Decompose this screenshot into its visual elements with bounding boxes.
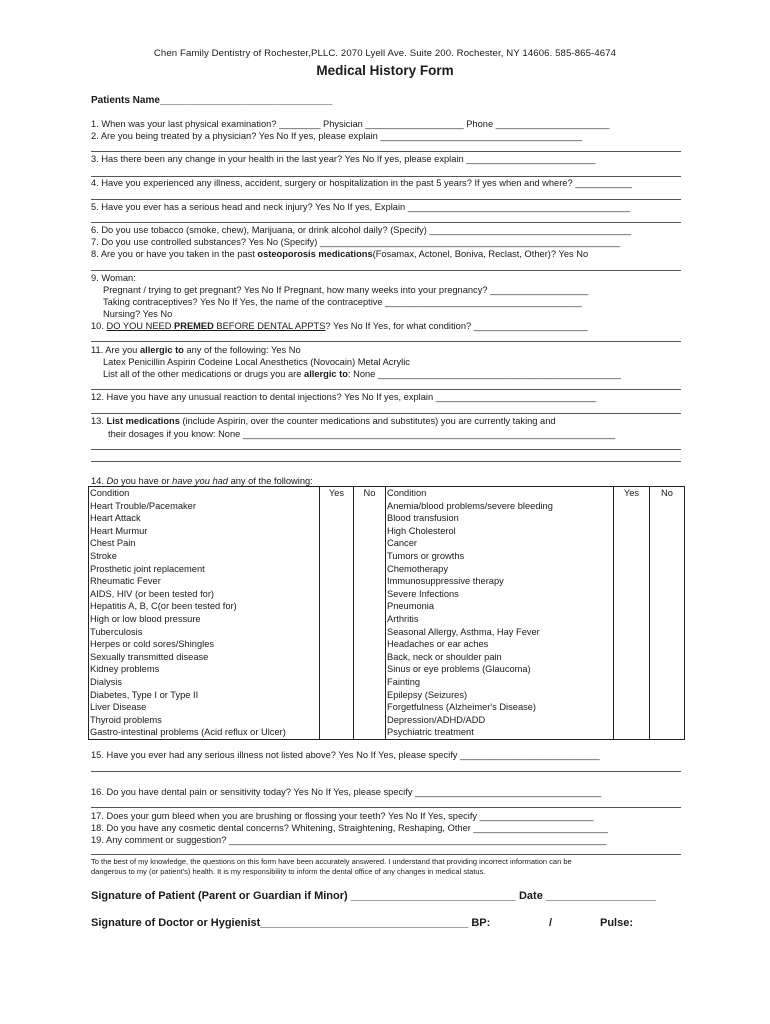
question-4[interactable]: 4. Have you experienced any illness, accident, surgery or hospitalization in the past 5 years? If yes when and where? ___________ [91,178,633,188]
question-14-italic: Do [106,476,119,486]
condition-item: Back, neck or shoulder pain [387,651,502,662]
conditions-table [88,486,685,740]
question-15[interactable]: 15. Have you ever had any serious illness not listed above? Yes No If Yes, please specify ___________________________ [91,750,600,760]
yes-column-left[interactable] [320,487,354,740]
no-column-right[interactable] [650,487,685,740]
no-column-left[interactable] [354,487,386,740]
condition-item: Heart Trouble/Pacemaker [90,500,196,511]
answer-line [91,151,681,152]
no-header: No [661,488,673,498]
medications-field[interactable]: their dosages if you know: None ________________________________________________________________________ [108,429,616,439]
question-9: 9. Woman: [91,273,136,283]
answer-line [91,270,681,271]
condition-list-left [90,500,318,739]
question-8[interactable] [91,248,588,260]
question-10-underlined [107,321,326,331]
question-14-italic-2: have you had [172,476,228,486]
condition-column-left [89,487,320,740]
condition-item: Severe Infections [387,588,459,599]
question-10-options: ? Yes No If Yes, for what condition? ______________________ [325,321,588,331]
answer-line [91,854,681,855]
question-18[interactable]: 18. Do you have any cosmetic dental concerns? Whitening, Straightening, Reshaping, Other __________________________ [91,823,608,833]
condition-item: Immunosuppressive therapy [387,576,504,587]
question-9-contraceptives[interactable]: Taking contraceptives? Yes No If Yes, the name of the contraceptive ______________________________________ [103,297,582,307]
question-8-text: 8. Are you or have you taken in the past [91,249,258,259]
condition-item: Sexually transmitted disease [90,651,209,662]
question-12[interactable]: 12. Have you have any unusual reaction to dental injections? Yes No If yes, explain _______________________________ [91,392,597,402]
condition-item: Gastro-intestinal problems (Acid reflux or Ulcer) [90,727,286,738]
no-header: No [363,488,376,498]
question-8-options: (Fosamax, Actonel, Boniva, Reclast, Other)? Yes No [372,249,589,259]
condition-item: Psychiatric treatment [387,727,474,738]
question-1[interactable]: 1. When was your last physical examination? ________ Physician ___________________ Phone ______________________ [91,119,610,129]
question-9-pregnant[interactable]: Pregnant / trying to get pregnant? Yes No If Pregnant, how many weeks into your pregnancy? ___________________ [103,285,589,295]
question-17[interactable]: 17. Does your gum bleed when you are brushing or flossing your teeth? Yes No If Yes, specify ______________________ [91,811,594,821]
condition-item: High Cholesterol [387,525,456,536]
answer-line [91,341,681,342]
question-13[interactable] [91,415,556,427]
condition-item: Blood transfusion [387,513,459,524]
condition-item: Headaches or ear aches [387,639,489,650]
condition-item: Hepatitis A, B, C(or been tested for) [90,601,237,612]
question-3[interactable]: 3. Has there been any change in your health in the last year? Yes No If yes, please explain _________________________ [91,154,596,164]
question-10-premed: PREMED [174,321,214,331]
condition-item: Epilepsy (Seizures) [387,689,468,700]
question-10-text: DO YOU NEED [106,321,175,331]
answer-line [91,199,681,200]
answer-line [91,771,681,772]
condition-item: Seasonal Allergy, Asthma, Hay Fever [387,626,540,637]
question-11[interactable] [91,344,301,356]
question-10-text-end: BEFORE DENTAL APPTS [213,321,326,331]
question-11-bold: allergic to [139,345,184,355]
question-11-options: any of the following: Yes No [183,345,301,355]
pulse-label[interactable]: Pulse: [600,917,634,929]
condition-item: Herpes or cold sores/Shingles [90,639,215,650]
question-6[interactable]: 6. Do you use tobacco (smoke, chew), Marijuana, or drink alcohol daily? (Specify) _______________________________________ [91,225,632,235]
condition-item: Tumors or growths [387,550,465,561]
condition-item: Anemia/blood problems/severe bleeding [387,500,553,511]
condition-item: High or low blood pressure [90,613,201,624]
condition-list-right [387,500,612,739]
condition-item: Diabetes, Type I or Type II [90,689,199,700]
condition-item: Chest Pain [90,538,136,549]
question-10-num: 10. [91,321,107,331]
question-10[interactable] [91,320,588,332]
condition-item: AIDS, HIV (or been tested for) [90,588,215,599]
practice-header: Chen Family Dentistry of Rochester,PLLC. 2070 Lyell Ave. Suite 200. Rochester, NY 14606. 585-865-4674 [153,48,617,59]
condition-header: Condition [90,488,130,498]
condition-item: Forgetfulness (Alzheimer's Disease) [387,702,537,713]
question-14-text-end: any of the following: [227,476,313,486]
condition-header: Condition [387,488,427,498]
condition-item: Liver Disease [90,702,147,713]
question-13-bold: List medications [106,416,180,426]
disclaimer-line-2: dangerous to my (or patient's) health. It is my responsibility to inform the dental office of any changes in medical status. [91,867,486,876]
question-14-num: 14. [91,476,107,486]
condition-item: Tuberculosis [90,626,143,637]
condition-item: Cancer [387,538,417,549]
question-19[interactable]: 19. Any comment or suggestion? _________________________________________________________________________ [91,835,607,845]
condition-item: Pneumonia [387,601,435,612]
condition-item: Sinus or eye problems (Glaucoma) [387,664,531,675]
question-5[interactable]: 5. Have you ever has a serious head and neck injury? Yes No If yes, Explain ___________________________________________ [91,202,631,212]
condition-item: Depression/ADHD/ADD [387,714,486,725]
disclaimer-line-1: To the best of my knowledge, the questions on this form have been accurately answered. I understand that providing incorrect information can be [91,857,572,866]
answer-line [91,807,681,808]
condition-item: Dialysis [90,676,123,687]
condition-item: Stroke [90,550,117,561]
condition-item: Heart Attack [90,513,141,524]
condition-item: Fainting [387,676,421,687]
question-14-text: you have or [118,476,173,486]
question-11-num: 11. Are you [91,345,140,355]
condition-item: Arthritis [387,613,419,624]
condition-item: Thyroid problems [90,714,162,725]
page-title: Medical History Form [316,63,454,78]
answer-line [91,222,681,223]
condition-item: Kidney problems [90,664,160,675]
question-13-text: (include Aspirin, over the counter medications and substitutes) you are currently taking and [179,416,556,426]
answer-line [91,449,681,450]
allergy-list[interactable]: Latex Penicillin Aspirin Codeine Local Anesthetics (Novocain) Metal Acrylic [103,357,410,367]
question-9-nursing[interactable]: Nursing? Yes No [103,309,173,319]
question-13-num: 13. [91,416,107,426]
yes-header: Yes [623,488,640,498]
condition-column-right [386,487,614,740]
other-allergies-text: List all of the other medications or drugs you are [103,369,305,379]
answer-line [91,389,681,390]
yes-header: Yes [328,488,345,498]
bp-slash: / [549,917,553,929]
question-7[interactable]: 7. Do you use controlled substances? Yes No (Specify) __________________________________________________________ [91,237,620,247]
yes-column-right[interactable] [614,487,650,740]
answer-line [91,413,681,414]
question-16[interactable]: 16. Do you have dental pain or sensitivity today? Yes No If Yes, please specify ____________________________________ [91,787,602,797]
condition-item: Prosthetic joint replacement [90,563,205,574]
question-8-bold: osteoporosis medications [257,249,373,259]
other-allergies-bold: allergic to [304,369,348,379]
other-allergies-field: : None _______________________________________________ [347,369,621,379]
condition-item: Chemotherapy [387,563,448,574]
other-allergies[interactable] [103,368,621,380]
question-2[interactable]: 2. Are you being treated by a physician? Yes No If yes, please explain _______________________________________ [91,131,583,141]
doctor-signature-line[interactable]: Signature of Doctor or Hygienist__________________________________ BP: [91,917,491,929]
patient-name-field[interactable]: Patients Name_______________________________ [91,95,333,106]
answer-line [91,461,681,462]
patient-signature-line[interactable]: Signature of Patient (Parent or Guardian if Minor) ___________________________ Date __________________ [91,890,656,902]
condition-item: Rheumatic Fever [90,576,161,587]
condition-item: Heart Murmur [90,525,148,536]
